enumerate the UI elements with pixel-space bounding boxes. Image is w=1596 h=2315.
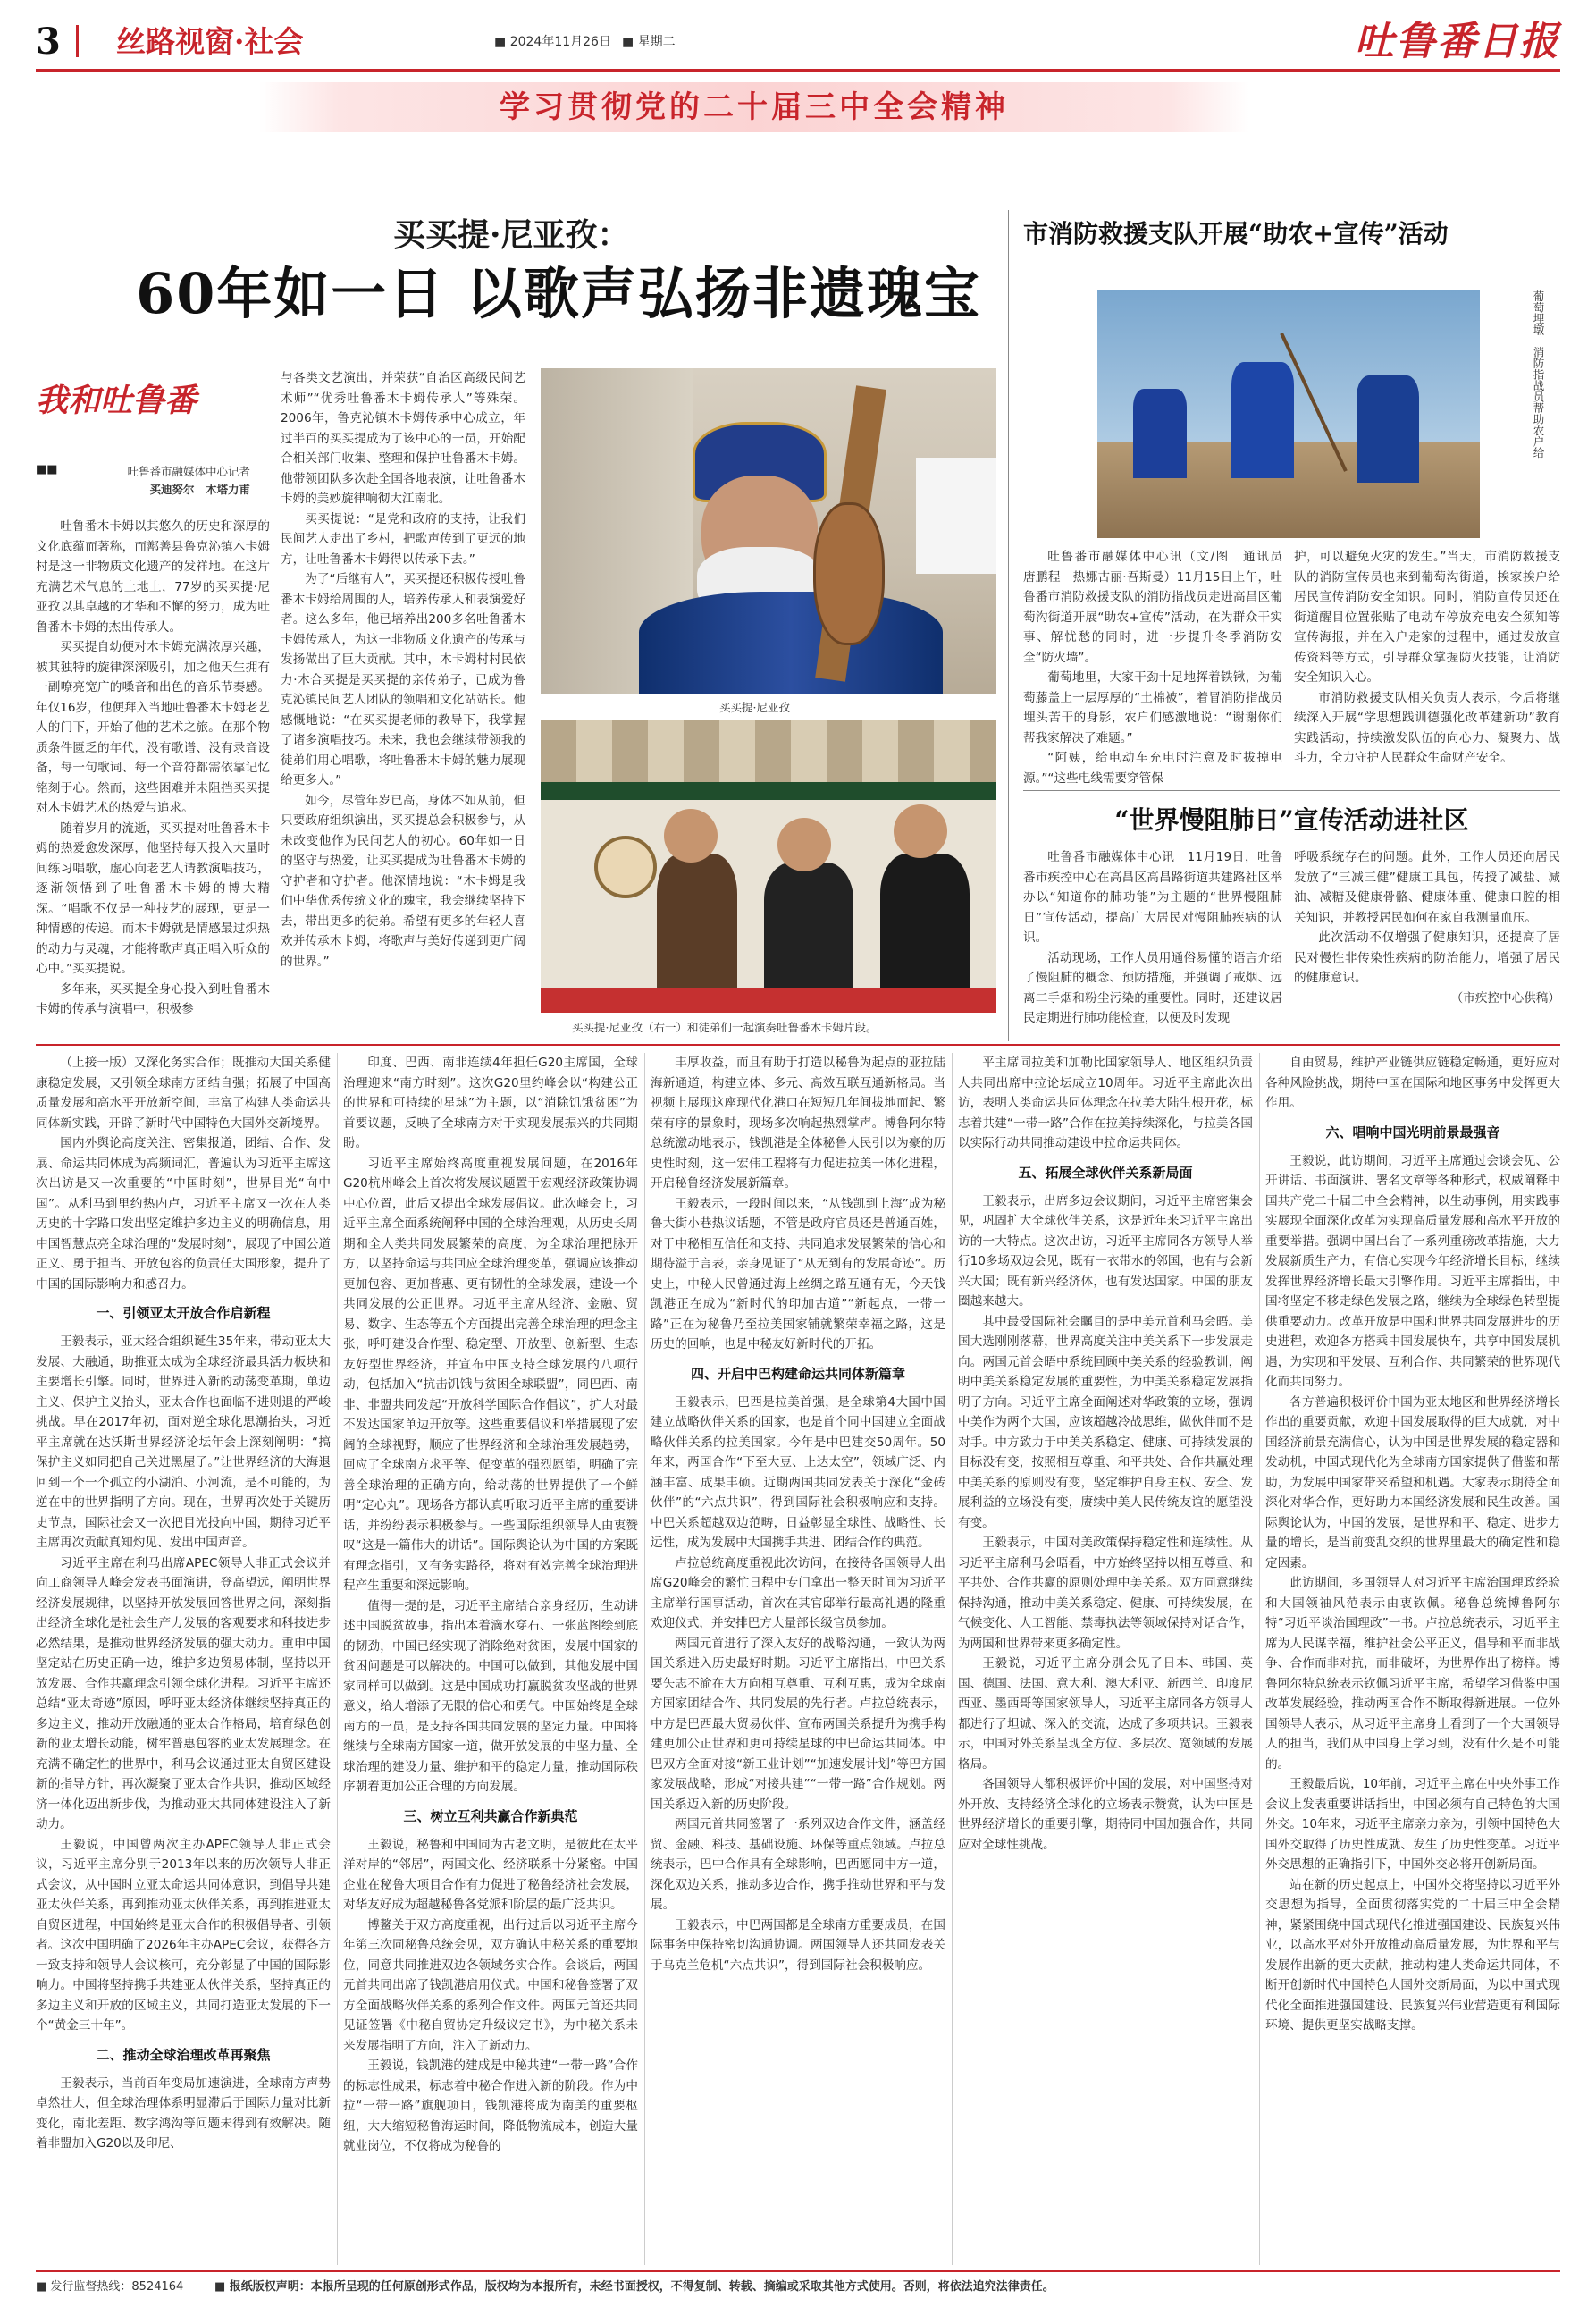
copd-paragraph: 此次活动不仅增强了健康知识，还提高了居民对慢性非传染性疾病的防治能力，增强了居民的健康意识。 — [1294, 930, 1560, 985]
section-rule — [1023, 790, 1560, 791]
issue-weekday: ■ 星期二 — [622, 35, 676, 49]
page-divider — [36, 1044, 1560, 1046]
article-column — [36, 1053, 331, 2265]
lead-paragraph: 买买提说：“是党和政府的支持，让我们民间艺人走出了乡村，把歌声传到了更远的地方，让吐鲁番木卡姆得以传承下去。” — [281, 511, 525, 567]
copd-source: （市疾控中心供稿） — [1450, 990, 1560, 1006]
article-column — [343, 1053, 638, 2265]
section-title: 丝路视窗·社会 — [116, 24, 304, 59]
lead-photo-group — [541, 720, 996, 1013]
masthead-rule — [36, 69, 1560, 72]
article-subheading: 一、引领亚太开放合作启新程 — [96, 1305, 271, 1321]
byline-label: 吐鲁番市融媒体中心记者 — [127, 465, 250, 478]
footer-hotline: ■ 发行监督热线：8524164 — [36, 2280, 184, 2294]
column-rule — [1259, 1053, 1260, 2265]
article-subheading: 三、树立互利共赢合作新典范 — [403, 1807, 578, 1824]
article-paragraph: 王毅说，钱凯港的建成是中秘共建“一带一路”合作的标志性成果，标志着中秘合作进入新的阶段。作为中拉“一带一路”旗舰项目，钱凯港将成为南美的重要枢纽，大大缩短秘鲁海运时间，降低物流成本，创造大量就业岗位，不仅将成为秘鲁的 — [343, 2058, 638, 2153]
arch-decor — [541, 720, 996, 782]
carpet — [541, 988, 996, 1013]
article-paragraph: 王毅说，此访期间，习近平主席通过会谈会见、公开讲话、书面演讲、署名文章等各种形式，权威阐释中国共产党二十届三中全会精神，以生动事例，用实践事实展现全面深化改革为实现高质量发展和高水平开放的重要举措。强调中国出台了一系列重磅改革措施，大力发展新质生产力，有信心实现今年经济增长目标，继续发挥世界经济增长最大引擎作用。习近平主席指出，中国将坚定不移走绿色发展之路，继续为全球绿色转型提供重要动力。改革开放是中国和世界共同发展进步的历史进程，欢迎各方搭乘中国发展快车，共享中国发展机遇，为实现和平发展、互利合作、共同繁荣的世界现代化而共同努力。 — [1265, 1153, 1560, 1389]
copd-col1 — [1023, 847, 1282, 1026]
fire-paragraph: 葡萄地里，大家干劲十足地挥着铁锹，为葡萄藤盖上一层厚厚的“土棉被”，着冒消防指战员埋头苦干的身影，农户们感激地说：“谢谢你们帮我家解决了难题。” — [1023, 670, 1282, 745]
paper-logo: 吐鲁番日报 — [1355, 19, 1560, 64]
article-paragraph: 王毅表示，当前百年变局加速演进，全球南方声势卓然壮大，但全球治理体系明显滞后于国际力量对比新变化，南北差距、数字鸿沟等问题未得到有效解决。随着非盟加入G20以及印尼、 — [36, 2075, 331, 2151]
article-paragraph: 此访期间，多国领导人对习近平主席治国理政经验和大国领袖风范表示由衷钦佩。秘鲁总统博鲁阿尔特“习近平谈治国理政”一书。卢拉总统表示，习近平主席为人民谋幸福，维护社会公平正义，倡导和平而非战争、合作而非对抗，而非破坏，为世界作出了榜样。博鲁阿尔特总统表示钦佩习近平主席，希望学习借鉴中国改革发展经验，推动两国合作不断取得新进展。一位外国领导人表示，从习近平主席身上看到了一个大国领导人的担当，我们从中国身上学习到，没有什么是不可能的。 — [1265, 1576, 1560, 1772]
article-subheading: 五、拓展全球伙伴关系新局面 — [1018, 1164, 1193, 1181]
article-paragraph: 两国元首共同签署了一系列双边合作文件，涵盖经贸、金融、科技、基础设施、环保等重点领域。卢拉总统表示，巴中合作具有全球影响，巴西愿同中方一道，深化双边关系，推动多边合作，携手推动世界和平与发展。 — [651, 1817, 945, 1912]
musician-center — [764, 863, 853, 988]
lead-paragraph: 与各类文艺演出，并荣获“自治区高级民间艺术师”“优秀吐鲁番木卡姆传承人”等殊荣。2006年，鲁克沁镇木卡姆传承中心成立，年过半百的买买提成为了该中心的一员，开始配合相关部门收集、整理和保护吐鲁番木卡姆。他带领团队多次赴全国各地表演，让吐鲁番木卡姆的美妙旋律响彻大江南北。 — [281, 371, 525, 506]
masthead-divider — [76, 25, 79, 57]
fire-photo-caption: 葡萄埋墩 消防指战员帮助农户给 — [1532, 290, 1545, 459]
date-text: 2024年11月26日 — [509, 35, 611, 49]
banner — [259, 82, 1249, 132]
footer-copyright: ■ 报纸版权声明：本报所呈现的任何原创形式作品，版权均为本报所有，未经书面授权，不得复制、转载、摘编或采取其他方式使用。否则，将依法追究法律责任。 — [214, 2280, 1054, 2294]
byline-marker: ■■ — [36, 463, 58, 476]
issue-date: ■ 2024年11月26日 — [494, 35, 611, 49]
article-paragraph: 王毅表示，出席多边会议期间，习近平主席密集会见，巩固扩大全球伙伴关系，这是近年来习近平主席出访的一大特点。这次出访，习近平主席同各方领导人举行10多场双边会见，既有一衣带水的邻国，也有与会新兴大国；既有新兴经济体，也有发达国家。中国的朋友圈越来越大。 — [958, 1193, 1253, 1309]
article-paragraph: 丰厚收益，而且有助于打造以秘鲁为起点的亚拉陆海新通道，构建立体、多元、高效互联互通新格局。当视频上展现这座现代化港口在短短几年间拔地而起、繁荣有序的景象时，现场多次响起热烈掌声。博鲁阿尔特总统激动地表示，钱凯港是全体秘鲁人民引以为豪的历史性时刻，这一宏伟工程将有力促进拉美一体化进程，开启秘鲁经济发展新篇章。 — [651, 1056, 945, 1191]
masthead — [36, 20, 1560, 64]
article-paragraph: 站在新的历史起点上，中国外交将坚持以习近平外交思想为指导，全面贯彻落实党的二十届三中全会精神，紧紧围绕中国式现代化推进强国建设、民族复兴伟业，以高水平对外开放推动高质量发展，为世界和平与发展作出新的更大贡献，推动构建人类命运共同体，不断开创新时代中国特色大国外交新局面，为以中国式现代化全面推进强国建设、民族复兴伟业营造更有利国际环境、提供更坚实战略支撑。 — [1265, 1877, 1560, 2033]
copd-paragraph: 呼吸系统存在的问题。此外，工作人员还向居民发放了“三减三健”健康工具包，传授了减盐、减油、减糖及健康骨骼、健康体重、健康口腔的相关知识，并教授居民如何在家自我测量血压。 — [1294, 850, 1560, 925]
lead-col2 — [281, 368, 525, 1008]
article-subheading: 二、推动全球治理改革再聚焦 — [96, 2046, 271, 2063]
article-paragraph: 习近平主席始终高度重视发展问题，在2016年G20杭州峰会上首次将发展议题置于宏观经济政策协调中心位置，此后又提出全球发展倡议。此次峰会上，习近平主席全面系统阐释中国的全球治理观，从历史长周期和全人类共同发展繁荣的高度，为全球治理把脉开方，以坚持命运与共回应全球治理变革，强调应该推动更加包容、更加普惠、更有韧性的全球发展，建设一个共同发展的公正世界。习近平主席从经济、金融、贸易、数字、生态等五个方面提出完善全球治理的理念主张，呼吁建设合作型、稳定型、开放型、创新型、生态友好型世界经济，并宣布中国支持全球发展的八项行动，包括加入“抗击饥饿与贫困全球联盟”，同巴西、南非、非盟共同发起“开放科学国际合作倡议”，扩大对最不发达国家单边开放等。这些重要倡议和举措展现了宏阔的全球视野，顺应了世界经济和全球治理发展趋势，回应了全球南方求平等、促变革的强烈愿望，明确了完善全球治理的正确方向，给动荡的世界提供了一个鲜明“定心丸”。现场各方都认真听取习近平主席的重要讲话，并纷纷表示积极参与。一些国际组织领导人由衷赞叹“这是一篇伟大的讲话”。国际舆论认为中国的方案既有理念指引，又有务实路径，将对有效完善全球治理进程产生重要和深远影响。 — [343, 1156, 638, 1593]
instrument-body — [813, 502, 885, 645]
lead-col1 — [36, 517, 270, 1016]
column-rule — [337, 1053, 338, 2265]
article-paragraph: 王毅表示，中巴两国都是全球南方重要成员，在国际事务中保持密切沟通协调。两国领导人还共同发表关于乌克兰危机“六点共识”，得到国际社会积极响应。 — [651, 1917, 945, 1973]
column-rule — [952, 1053, 953, 2265]
column-rule — [1008, 210, 1009, 1041]
lead-paragraph: 如今，尽管年岁已高，身体不如从前，但只要政府组织演出，买买提总会积极参与，从未改变他作为民间艺人的初心。60年如一日的坚守与热爱，让买买提成为吐鲁番木卡姆的守护者和守护者。他深情地说：“木卡姆是我们中华优秀传统文化的瑰宝，我会继续坚持下去，带出更多的徒弟。希望有更多的年轻人喜欢并传承木卡姆，将歌声与美好传递到更广阔的世界。” — [281, 793, 525, 969]
article-paragraph: 王毅表示，中国对美政策保持稳定性和连续性。从习近平主席利马会晤看，中方始终坚持以相互尊重、和平共处、合作共赢的原则处理中美关系。双方同意继续保持沟通，推动中美关系稳定、健康、可持续发展，在气候变化、人工智能、禁毒执法等领域保持对话合作，为两国和世界带来更多确定性。 — [958, 1536, 1253, 1651]
fire-title: 市消防救援支队开展“助农+宣传”活动 — [1023, 219, 1449, 248]
firefighter-shape — [1231, 362, 1294, 478]
copd-paragraph: 吐鲁番市融媒体中心讯 11月19日，吐鲁番市疾控中心在高昌区高昌路街道共建路社区举办以“知道你的肺功能”为主题的“世界慢阻肺日”宣传活动，提高广大居民对慢阻肺疾病的认识。 — [1023, 850, 1282, 945]
article-paragraph: 平主席同拉美和加勒比国家领导人、地区组织负责人共同出席中拉论坛成立10周年。习近平主席此次出访，表明人类命运共同体理念在拉美大陆生根开花，标志着共建“一带一路”合作在拉美持续深化，与拉美各国以实际行动共同推动建设中拉命运共同体。 — [958, 1056, 1253, 1150]
article-paragraph: 印度、巴西、南非连续4年担任G20主席国，全球治理迎来“南方时刻”。这次G20里约峰会以“构建公正的世界和可持续的星球”为主题，以“消除饥饿贫困”为首要议题，反映了全球南方对于实现发展振兴的共同期盼。 — [343, 1056, 638, 1150]
weekday-text: 星期二 — [637, 35, 676, 49]
article-column — [958, 1053, 1253, 2265]
fire-paragraph: “阿姨，给电动车充电时注意及时拔掉电源。”“这些电线需要穿管保 — [1023, 751, 1282, 786]
banner-text: 学习贯彻党的二十届三中全会精神 — [500, 89, 1009, 125]
article-paragraph: 值得一提的是，习近平主席结合亲身经历，生动讲述中国脱贫故事，指出本着滴水穿石、一张蓝图绘到底的韧劲，中国已经实现了消除绝对贫困，发展中国家的贫困问题是可以解决的。中国可以做到，其他发展中国家同样可以做到。这是中国成功打赢脱贫攻坚战的世界意义，给人增添了无限的信心和勇气。中国始终是全球南方的一员，是支持各国共同发展的坚定力量。中国将继续与全球南方国家一道，做开放发展的中坚力量、全球治理的建设力量、维护和平的稳定力量，推动国际秩序朝着更加公正合理的方向发展。 — [343, 1598, 638, 1794]
fire-col2 — [1294, 547, 1560, 781]
musician-left — [657, 854, 737, 988]
firefighter-shape — [1133, 389, 1187, 478]
lead-paragraph: 吐鲁番木卡姆以其悠久的历史和深厚的文化底蕴而著称，而鄯善县鲁克沁镇木卡姆村是这一非物质文化遗产的发祥地。在这片充满艺术气息的土地上，77岁的买买提·尼亚孜以其卓越的才华和不懈的努力，成为吐鲁番木卡姆的杰出传承人。 — [36, 519, 270, 635]
photo1-caption: 买买提·尼亚孜 — [719, 701, 790, 714]
article-paragraph: 博鳌关于双方高度重视，出行过后以习近平主席今年第三次同秘鲁总统会见，双方确认中秘关系的重要地位，同意共同推进双边各领域务实合作。会谈后，两国元首共同出席了钱凯港启用仪式。中国和秘鲁签署了双方全面战略伙伴关系的系列合作文件。两国元首还共同见证签署《中秘自贸协定升级议定书》，为中秘关系未来发展指明了方向，注入了新动力。 — [343, 1917, 638, 2053]
article-paragraph: 王毅最后说，10年前，习近平主席在中央外事工作会议上发表重要讲话指出，中国必须有自己特色的大国外交。10年来，习近平主席亲力亲为，引领中国特色大国外交取得了历史性成就、发生了历史性变革。习近平外交思想的正确指引下，中国外交必将开创新局面。 — [1265, 1777, 1560, 1872]
byline-names: 买迪努尔 木塔力甫 — [149, 483, 250, 496]
article-column — [1265, 1053, 1560, 2265]
lead-paragraph: 为了“后继有人”，买买提还积极传授吐鲁番木卡姆给周围的人，培养传承人和表演爱好者。这么多年，他已培养出200多名吐鲁番木卡姆传承人，为这一非物质文化遗产的传承与发扬做出了巨大贡献。其中，木卡姆村村民依力·木合买提是买买提的亲传弟子，已成为鲁克沁镇民间艺人团队的领唱和文化站站长。他感慨地说：“在买买提老师的教导下，我掌握了诸多演唱技巧。未来，我也会继续带领我的徒弟们用心唱歌，将吐鲁番木卡姆的魅力展现给更多人。” — [281, 572, 525, 787]
fire-paragraph: 护，可以避免火灾的发生。”当天，市消防救援支队的消防宣传员也来到葡萄沟街道，挨家挨户给居民宣传消防安全知识。同时，消防宣传员还在街道醒目位置张贴了电动车停放充电安全须知等宣传海报，并在入户走家的过程中，通过发放宣传资料等方式，引导群众掌握防火技能，让消防安全知识入心。 — [1294, 550, 1560, 685]
article-paragraph: 国内外舆论高度关注、密集报道，团结、合作、发展、命运共同体成为高频词汇，普遍认为习近平主席这次出访是又一次重要的“中国时刻”，世界目光“向中国”。从利马到里约热内卢，习近平主席又一次在人类历史的十字路口发出坚定维护多边主义的明确信息，用中国智慧点亮全球治理的“发展时刻”，展现了中国公道正义、勇于担当、开放包容的负责任大国形象，提升了中国的国际影响力和感召力。 — [36, 1136, 331, 1292]
copd-title: “世界慢阻肺日”宣传活动进社区 — [1114, 805, 1469, 835]
article-paragraph: 自由贸易，维护产业链供应链稳定畅通，更好应对各种风险挑战，期待中国在国际和地区事务中发挥更大作用。 — [1265, 1056, 1560, 1110]
column-logo: 我和吐鲁番 — [36, 382, 197, 419]
article-column — [651, 1053, 945, 2265]
dap-drum — [594, 836, 657, 898]
copd-col2 — [1294, 847, 1560, 1026]
lead-paragraph: 多年来，买买提全身心投入到吐鲁番木卡姆的传承与演唱中，积极参 — [36, 981, 270, 1016]
byline — [36, 463, 250, 499]
article-paragraph: 王毅表示，一段时间以来，“从钱凯到上海”成为秘鲁大街小巷热议话题，不管是政府官员还是普通百姓，对于中秘相互信任和支持、共同追求发展繁荣的信心和期待溢于言表，亲身见证了“从无到有的发展奇迹”。历史上，中秘人民曾通过海上丝绸之路互通有无，今天钱凯港正在成为“新时代的印加古道”“新起点，一带一路”正在为秘鲁乃至拉美国家铺就繁荣幸福之路，这是历史的回响，也是中秘友好新时代的开拓。 — [651, 1196, 945, 1351]
article-paragraph: 王毅说，秘鲁和中国同为古老文明，是彼此在太平洋对岸的“邻居”，两国文化、经济联系十分紧密。中国企业在秘鲁大项目合作有力促进了秘鲁经济社会发展，对华友好成为超越秘鲁各党派和阶层的最广泛共识。 — [343, 1837, 638, 1912]
lead-title: 60年如一日 以歌声弘扬非遗瑰宝 — [136, 261, 981, 326]
lead-kicker: 买买提·尼亚孜： — [393, 216, 630, 254]
copd-paragraph: 活动现场，工作人员用通俗易懂的语言介绍了慢阻肺的概念、预防措施，并强调了戒烟、远离二手烟和粉尘污染的重要性。同时，还建议居民定期进行肺功能检查，以便及时发现 — [1023, 950, 1282, 1025]
fire-paragraph: 吐鲁番市融媒体中心讯（文/图 通讯员 唐鹏程 热娜古丽·吾斯曼）11月15日上午，吐鲁番市消防救援支队的消防指战员走进高昌区葡萄沟街道开展“助农+宣传”活动，在为群众干实事、解忧愁的同时，进一步提升冬季消防安全“防火墙”。 — [1023, 550, 1295, 665]
firefighter-shape — [1357, 375, 1419, 483]
article-paragraph: 王毅说，习近平主席分别会见了日本、韩国、英国、德国、法国、意大利、澳大利亚、新西兰、印度尼西亚、墨西哥等国家领导人，习近平主席同各方领导人都进行了坦诚、深入的交流，达成了多项共识。王毅表示，中国对外关系呈现全方位、多层次、宽领域的发展格局。 — [958, 1656, 1253, 1772]
page-number: 3 — [36, 21, 61, 63]
robe-shape — [639, 592, 943, 694]
article-paragraph: 卢拉总统高度重视此次访问，在接待各国领导人出席G20峰会的繁忙日程中专门拿出一整天时间为习近平主席举行国事活动，首次在其官邸举行最高礼遇的隆重欢迎仪式，并安排巴方大量部长级官员参加。 — [651, 1555, 945, 1630]
column-rule — [644, 1053, 645, 2265]
article-paragraph: 各国领导人都积极评价中国的发展，对中国坚持对外开放、支持经济全球化的立场表示赞赏，认为中国是世界经济增长的重要引擎，期待同中国加强合作，共同应对全球性挑战。 — [958, 1777, 1253, 1852]
article-paragraph: 其中最受国际社会瞩目的是中美元首利马会晤。美国大选刚刚落幕，世界高度关注中美关系下一步发展走向。两国元首会晤中系统回顾中美关系的经验教训，阐明中美关系稳定发展的重要性，为中美关系稳定发展指明了方向。习近平主席全面阐述对华政策的立场，强调中美作为两个大国，应该超越冷战思维，做伙伴而不是对手。中方致力于中美关系稳定、健康、可持续发展的目标没有变，按照相互尊重、和平共处、合作共赢处理中美关系的原则没有变，坚定维护自身主权、安全、发展利益的立场没有变，赓续中美人民传统友谊的愿望没有变。 — [958, 1314, 1253, 1530]
article-paragraph: 习近平主席在利马出席APEC领导人非正式会议并向工商领导人峰会发表书面演讲，登高望远，阐明世界经济发展规律，以坚持开放发展回答世界之问，深刻指出经济全球化是社会生产力发展的客观要求和科技进步必然结果，是推动世界经济发展的强大动力。重申中国坚定站在历史正确一边，维护多边贸易体制，坚持以开放发展、合作共赢理念引领全球化进程。习近平主席还总结“亚太奇迹”原因，呼吁亚太经济体继续坚持真正的多边主义，推动开放融通的亚太合作格局，培育绿色创新的亚太增长动能，树牢普惠包容的亚太发展理念。在充满不确定性的世界中，利马会议通过亚太自贸区建设新的指导方针，再次凝聚了亚太合作共识，推动区域经济一体化迈出新步伐，为推动亚太共同体建设注入了新动力。 — [36, 1555, 331, 1831]
article-paragraph: （上接一版）又深化务实合作；既推动大国关系健康稳定发展，又引领全球南方团结自强；拓展了中国高质量发展和高水平开放新空间，丰富了构建人类命运共同体新实践，开辟了新时代中国特色大国外交新境界。 — [36, 1056, 331, 1131]
article-subheading: 六、唱响中国光明前景最强音 — [1325, 1124, 1500, 1141]
musician-right — [880, 854, 970, 988]
article-paragraph: 王毅表示，巴西是拉美首强，是全球第4大国中国建立战略伙伴关系的国家，也是首个同中国建立全面战略伙伴关系的拉美国家。今年是中巴建交50周年。50年来，两国合作“下至大豆、上达太空”，领域广泛、内涵丰富、成果丰硕。近期两国共同发表关于深化“金砖伙伴”的“六点共识”，得到国际社会积极响应和支持。中巴关系超越双边范畴，日益彰显全球性、战略性、长远性，成为发展中大国携手共进、团结合作的典范。 — [651, 1394, 945, 1550]
article-subheading: 四、开启中巴构建命运共同体新篇章 — [690, 1365, 905, 1382]
fire-paragraph: 市消防救援支队相关负责人表示，今后将继续深入开展“学思想践训德强化改革建新功”教育实践活动，持续激发队伍的向心力、凝聚力、战斗力，全力守护人民群众生命财产安全。 — [1294, 690, 1560, 765]
lead-photo-portrait — [541, 368, 996, 694]
fire-col1 — [1023, 547, 1295, 786]
article-paragraph: 各方普遍积极评价中国为亚太地区和世界经济增长作出的重要贡献，欢迎中国发展取得的巨大成就，对中国经济前景充满信心，认为中国是世界发展的稳定器和发动机，中国式现代化为全球南方国家提供了借鉴和帮助，为发展中国家带来希望和机遇。大家表示期待全面深化对华合作，更好助力本国经济发展和民生改善。国际舆论认为，中国的发展，是世界和平、稳定、进步力量的增长，是当前变乱交织的世界里最大的确定性和稳定因素。 — [1265, 1394, 1560, 1570]
lead-paragraph: 买买提自幼便对木卡姆充满浓厚兴趣，被其独特的旋律深深吸引，加之他天生拥有一副嘹亮宽广的嗓音和出色的音乐节奏感。年仅16岁，他便拜入当地吐鲁番木卡姆老艺人的门下，开始了他的艺术之旅。在那个物质条件匮乏的年代，没有歌谱、没有录音设备，每一句歌词、每一个音符都需依靠记忆铭刻于心。然而，这些困难并未阻挡买买提对木卡姆艺术的热爱与追求。 — [36, 640, 270, 815]
lead-paragraph: 随着岁月的流逝，买买提对吐鲁番木卡姆的热爱愈发深厚，他坚持每天投入大量时间练习唱歌，虚心向老艺人请教演唱技巧，逐渐领悟到了吐鲁番木卡姆的博大精深。“唱歌不仅是一种技艺的展现，更是一种情感的传递。而木卡姆就是情感最过炽热的动力与灵魂，才能将歌声真正唱入听众的心中。”买买提说。 — [36, 821, 270, 976]
article-paragraph: 王毅表示，亚太经合组织诞生35年来，带动亚太大发展、大融通，助推亚太成为全球经济最具活力板块和主要增长引擎。同时，世界进入新的动荡变革期，单边主义、保护主义抬头，亚太合作也面临不进则退的严峻挑战。早在2017年初，面对逆全球化思潮抬头，习近平主席就在达沃斯世界经济论坛年会上深刻阐明：“搞保护主义如同把自己关进黑屋子。”让世界经济的大海退回到一个一个孤立的小湖泊、小河流，是不可能的，为逆在中的世界指明了方向。现在，世界再次处于关键历史节点，国际社会又一次把目光投向中国，期待习近平主席再次贡献真知灼见、发出中国声音。 — [36, 1334, 331, 1550]
article-paragraph: 王毅说，中国曾两次主办APEC领导人非正式会议，习近平主席分别于2013年以来的历次领导人非正式会议，从中国时立亚太命运共同体意识，到倡导共建亚太伙伴关系，再到推动亚太伙伴关系，再到推进亚太自贸区进程，中国始终是亚太合作的积极倡导者、引领者。这次中国明确了2026年主办APEC会议，获得各方一致支持和领导人会议核可，充分彰显了中国的国际影响力。中国将坚持携手共建亚太伙伴关系，坚持真正的多边主义和开放的区域主义，共同打造亚太发展的下一个“黄金三十年”。 — [36, 1837, 331, 2033]
photo2-caption: 买买提·尼亚孜（右一）和徒弟们一起演奏吐鲁番木卡姆片段。 — [572, 1021, 878, 1034]
article-paragraph: 两国元首进行了深入友好的战略沟通，一致认为两国关系进入历史最好时期。习近平主席指出，中巴关系要矢志不渝在大方向相互尊重、互利互惠，成为全球南方国家团结合作、共同发展的先行者。卢拉总统表示，中方是巴西最大贸易伙伴、宣布两国关系提升为携手构建更加公正世界和更可持续星球的中巴命运共同体。中巴双方全面对接“新工业计划”“加速发展计划”等巴方国家发展战略，形成“对接共建”“一带一路”合作规划。两国关系迈入新的历史阶段。 — [651, 1636, 945, 1812]
footer-rule — [36, 2270, 1560, 2272]
fire-photo — [1097, 290, 1480, 538]
